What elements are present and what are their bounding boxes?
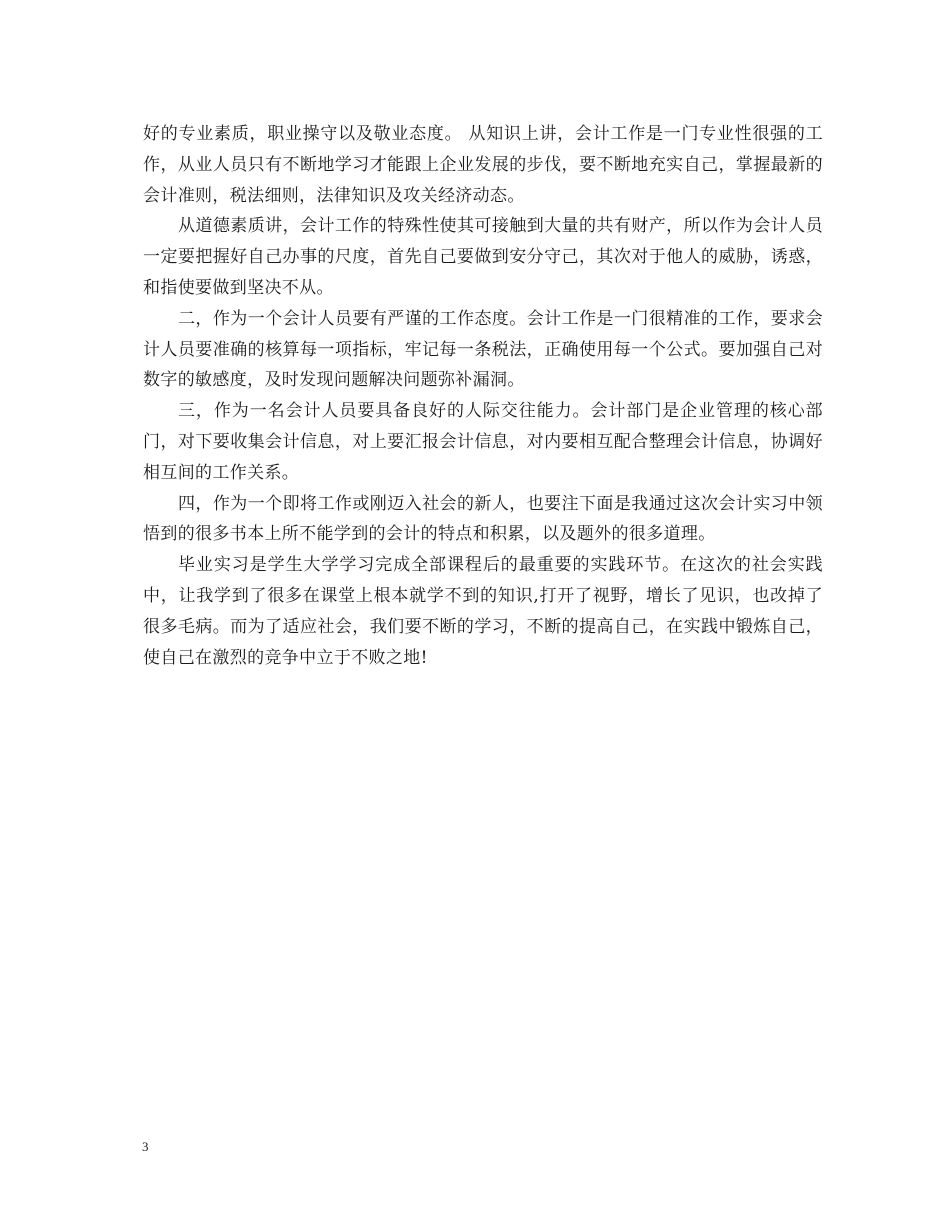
paragraph-4: 三，作为一名会计人员要具备良好的人际交往能力。会计部门是企业管理的核心部门，对下要收集会计信息，对上要汇报会计信息，对内要相互配合整理会计信息，协调好相互间的工作关系。 <box>143 401 823 483</box>
paragraph-2: 从道德素质讲，会计工作的特殊性使其可接触到大量的共有财产，所以作为会计人员一定要把握好自己办事的尺度，首先自己要做到安分守己，其次对于他人的威胁，诱惑，和指使要做到坚决不从。 <box>143 216 823 298</box>
paragraph-1: 好的专业素质，职业操守以及敬业态度。 从知识上讲，会计工作是一门专业性很强的工作，从业人员只有不断地学习才能跟上企业发展的步伐，要不断地充实自己，掌握最新的会计准则，税法细则，法律知识及攻关经济动态。 <box>143 124 823 206</box>
document-body <box>143 119 823 673</box>
paragraph-5: 四，作为一个即将工作或刚迈入社会的新人，也要注下面是我通过这次会计实习中领悟到的很多书本上所不能学到的会计的特点和积累，以及题外的很多道理。 <box>143 493 823 545</box>
page-number: 3 <box>142 1139 149 1154</box>
paragraph-6: 毕业实习是学生大学学习完成全部课程后的最重要的实践环节。在这次的社会实践中，让我学到了很多在课堂上根本就学不到的知识,打开了视野，增长了见识，也改掉了很多毛病。而为了适应社会，我们要不断的学习，不断的提高自己，在实践中锻炼自己，使自己在激烈的竞争中立于不败之地! <box>143 555 823 668</box>
paragraph-3: 二，作为一个会计人员要有严谨的工作态度。会计工作是一门很精准的工作，要求会计人员要准确的核算每一项指标，牢记每一条税法，正确使用每一个公式。要加强自己对数字的敏感度，及时发现问题解决问题弥补漏洞。 <box>143 308 823 391</box>
